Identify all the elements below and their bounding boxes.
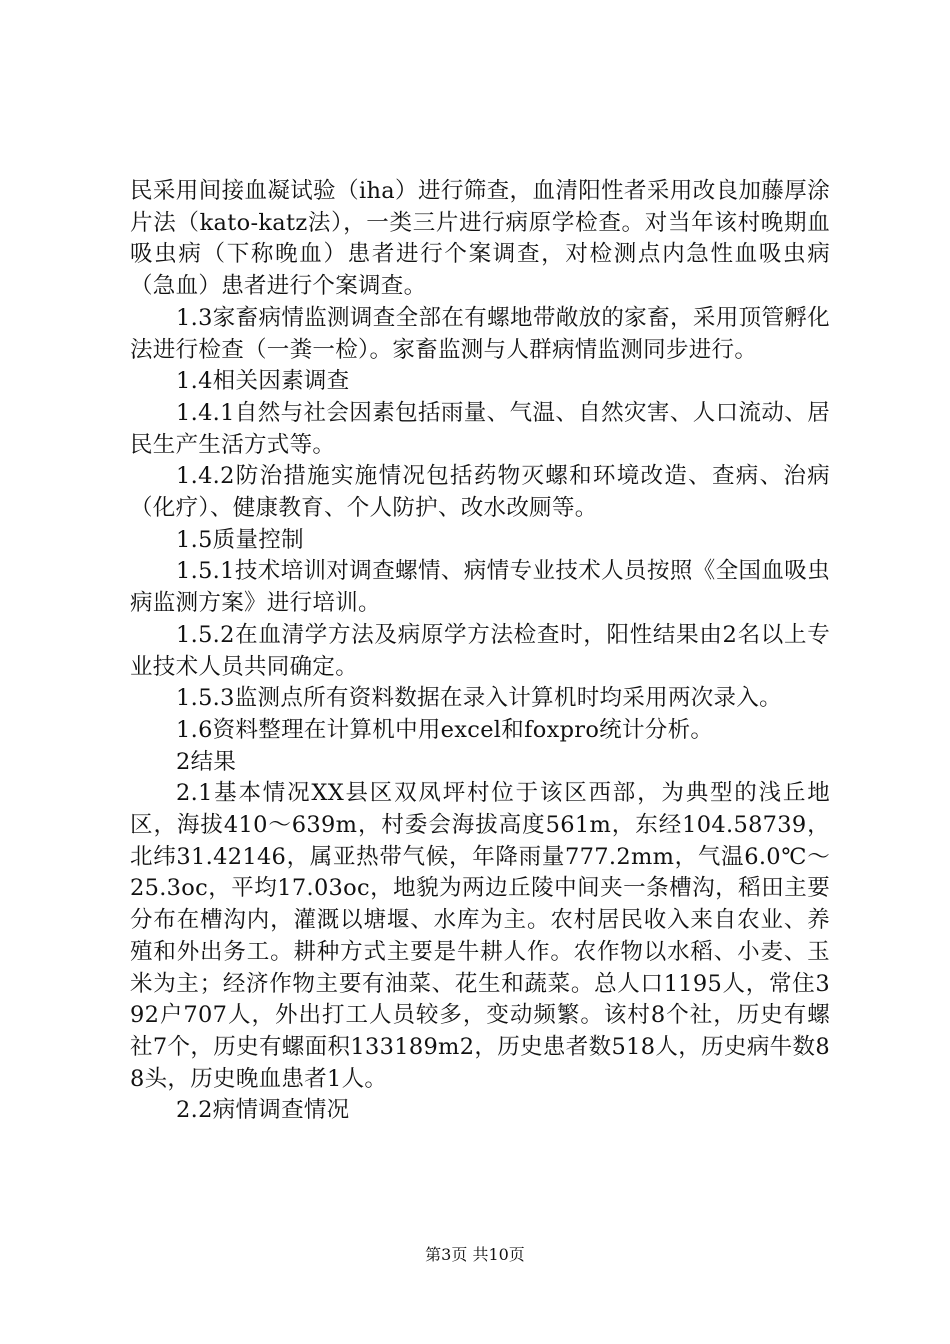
paragraph-1-4-2-control-measures: 1.4.2防治措施实施情况包括药物灭螺和环境改造、查病、治病（化疗）、健康教育、个人防护、改水改厕等。 (130, 463, 830, 522)
paragraph-1-4-1-natural-social: 1.4.1自然与社会因素包括雨量、气温、自然灾害、人口流动、居民生产生活方式等。 (130, 399, 830, 458)
heading-2-2-disease-survey: 2.2病情调查情况 (176, 1097, 350, 1124)
page-number-footer: 第3页 共10页 (425, 1245, 525, 1264)
paragraph-1-6-data-analysis: 1.6资料整理在计算机中用excel和foxpro统计分析。 (176, 716, 714, 743)
paragraph-screening-methods: 民采用间接血凝试验（iha）进行筛查，血清阳性者采用改良加藤厚涂片法（kato-katz法），一类三片进行病原学检查。对当年该村晚期血吸虫病（下称晚血）患者进行个案调查，对检测点内急性血吸虫病（急血）患者进行个案调查。 (130, 178, 830, 300)
document-body (130, 176, 830, 1127)
heading-2-results: 2结果 (176, 748, 237, 775)
paragraph-1-3-livestock-monitoring: 1.3家畜病情监测调查全部在有螺地带敞放的家畜，采用顶管孵化法进行检查（一粪一检）。家畜监测与人群病情监测同步进行。 (130, 304, 830, 363)
paragraph-1-5-2-positive-results: 1.5.2在血清学方法及病原学方法检查时，阳性结果由2名以上专业技术人员共同确定。 (130, 621, 830, 680)
heading-1-4-related-factors: 1.4相关因素调查 (176, 368, 350, 395)
paragraph-1-5-3-data-entry: 1.5.3监测点所有资料数据在录入计算机时均采用两次录入。 (176, 685, 782, 712)
paragraph-2-1-basic-situation: 2.1基本情况XX县区双凤坪村位于该区西部，为典型的浅丘地区，海拔410～639m，村委会海拔高度561m，东经104.58739，北纬31.42146，属亚热带气候，年降雨量777.2mm，气温6.0℃～25.3oc，平均17.03oc，地貌为两边丘陵中间夹一条槽沟，稻田主要分布在槽沟内，灌溉以塘堰、水库为主。农村居民收入来自农业、养殖和外出务工。耕种方式主要是牛耕人作。农作物以水稻、小麦、玉米为主；经济作物主要有油菜、花生和蔬菜。总人口1195人，常住392户707人，外出打工人员较多，变动频繁。该村8个社，历史有螺社7个，历史有螺面积133189m2，历史患者数518人，历史病牛数88头，历史晚血患者1人。 (130, 780, 830, 1092)
paragraph-1-5-1-training: 1.5.1技术培训对调查螺情、病情专业技术人员按照《全国血吸虫病监测方案》进行培训。 (130, 558, 830, 617)
heading-1-5-quality-control: 1.5质量控制 (176, 526, 304, 553)
